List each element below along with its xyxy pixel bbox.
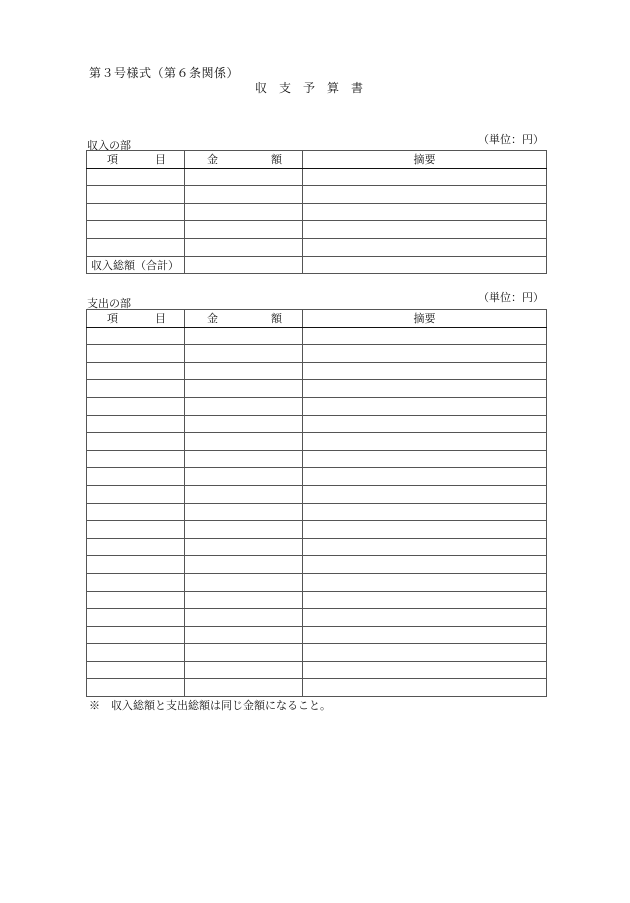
expenditure-item-cell[interactable] xyxy=(87,661,185,679)
expenditure-amount-cell[interactable] xyxy=(185,609,303,627)
income-total-label: 収入総額（合計） xyxy=(87,256,185,274)
expenditure-row xyxy=(87,503,547,521)
expenditure-item-cell[interactable] xyxy=(87,609,185,627)
income-row xyxy=(87,203,547,221)
expenditure-row xyxy=(87,327,547,345)
expenditure-summary-cell[interactable] xyxy=(303,644,547,662)
expenditure-summary-cell[interactable] xyxy=(303,538,547,556)
expenditure-item-cell[interactable] xyxy=(87,644,185,662)
expenditure-table xyxy=(86,309,547,697)
expenditure-row xyxy=(87,345,547,363)
income-summary-cell[interactable] xyxy=(303,203,547,221)
expenditure-amount-cell[interactable] xyxy=(185,485,303,503)
income-row xyxy=(87,238,547,256)
expenditure-item-cell[interactable] xyxy=(87,626,185,644)
income-row xyxy=(87,168,547,186)
expenditure-amount-cell[interactable] xyxy=(185,450,303,468)
form-number: 第３号様式（第６条関係） xyxy=(89,66,240,80)
income-total-amount[interactable] xyxy=(185,256,303,274)
income-header-item: 項 目 xyxy=(87,151,185,169)
income-row xyxy=(87,221,547,239)
expenditure-row xyxy=(87,573,547,591)
document-title: 収 支 予 算 書 xyxy=(255,81,364,95)
expenditure-amount-cell[interactable] xyxy=(185,345,303,363)
expenditure-item-cell[interactable] xyxy=(87,380,185,398)
expenditure-amount-cell[interactable] xyxy=(185,538,303,556)
expenditure-summary-cell[interactable] xyxy=(303,468,547,486)
note-text: ※ 収入総額と支出総額は同じ金額になること。 xyxy=(89,699,331,712)
expenditure-amount-cell[interactable] xyxy=(185,591,303,609)
expenditure-item-cell[interactable] xyxy=(87,485,185,503)
expenditure-summary-cell[interactable] xyxy=(303,521,547,539)
expenditure-amount-cell[interactable] xyxy=(185,380,303,398)
income-item-cell[interactable] xyxy=(87,168,185,186)
expenditure-header-item: 項 目 xyxy=(87,310,185,328)
expenditure-row xyxy=(87,538,547,556)
expenditure-row xyxy=(87,679,547,697)
expenditure-item-cell[interactable] xyxy=(87,397,185,415)
income-unit-label: （単位：円） xyxy=(478,133,544,146)
expenditure-summary-cell[interactable] xyxy=(303,661,547,679)
expenditure-amount-cell[interactable] xyxy=(185,679,303,697)
expenditure-item-cell[interactable] xyxy=(87,327,185,345)
expenditure-row xyxy=(87,521,547,539)
expenditure-item-cell[interactable] xyxy=(87,415,185,433)
expenditure-summary-cell[interactable] xyxy=(303,485,547,503)
expenditure-row xyxy=(87,485,547,503)
expenditure-amount-cell[interactable] xyxy=(185,433,303,451)
income-header-amount: 金 額 xyxy=(185,151,303,169)
income-summary-cell[interactable] xyxy=(303,186,547,204)
expenditure-item-cell[interactable] xyxy=(87,345,185,363)
expenditure-summary-cell[interactable] xyxy=(303,556,547,574)
expenditure-row xyxy=(87,626,547,644)
expenditure-item-cell[interactable] xyxy=(87,468,185,486)
expenditure-amount-cell[interactable] xyxy=(185,397,303,415)
expenditure-amount-cell[interactable] xyxy=(185,626,303,644)
income-summary-cell[interactable] xyxy=(303,238,547,256)
expenditure-item-cell[interactable] xyxy=(87,573,185,591)
income-total-row xyxy=(87,256,547,274)
income-item-cell[interactable] xyxy=(87,203,185,221)
expenditure-summary-cell[interactable] xyxy=(303,415,547,433)
expenditure-header-amount: 金 額 xyxy=(185,310,303,328)
expenditure-row xyxy=(87,556,547,574)
expenditure-amount-cell[interactable] xyxy=(185,468,303,486)
expenditure-row xyxy=(87,609,547,627)
expenditure-summary-cell[interactable] xyxy=(303,380,547,398)
income-amount-cell[interactable] xyxy=(185,203,303,221)
expenditure-row xyxy=(87,433,547,451)
expenditure-item-cell[interactable] xyxy=(87,538,185,556)
income-row xyxy=(87,186,547,204)
expenditure-row xyxy=(87,644,547,662)
expenditure-row xyxy=(87,591,547,609)
expenditure-amount-cell[interactable] xyxy=(185,661,303,679)
expenditure-header-row xyxy=(87,310,547,328)
income-amount-cell[interactable] xyxy=(185,186,303,204)
expenditure-summary-cell[interactable] xyxy=(303,626,547,644)
expenditure-row xyxy=(87,380,547,398)
expenditure-row xyxy=(87,397,547,415)
expenditure-amount-cell[interactable] xyxy=(185,644,303,662)
income-amount-cell[interactable] xyxy=(185,221,303,239)
income-total-summary[interactable] xyxy=(303,256,547,274)
expenditure-item-cell[interactable] xyxy=(87,433,185,451)
income-header-summary: 摘要 xyxy=(303,151,547,169)
expenditure-summary-cell[interactable] xyxy=(303,450,547,468)
expenditure-amount-cell[interactable] xyxy=(185,503,303,521)
expenditure-amount-cell[interactable] xyxy=(185,521,303,539)
expenditure-summary-cell[interactable] xyxy=(303,503,547,521)
expenditure-unit-label: （単位：円） xyxy=(478,291,544,304)
expenditure-amount-cell[interactable] xyxy=(185,415,303,433)
income-amount-cell[interactable] xyxy=(185,238,303,256)
expenditure-item-cell[interactable] xyxy=(87,679,185,697)
expenditure-row xyxy=(87,661,547,679)
expenditure-amount-cell[interactable] xyxy=(185,556,303,574)
expenditure-summary-cell[interactable] xyxy=(303,397,547,415)
expenditure-item-cell[interactable] xyxy=(87,503,185,521)
expenditure-item-cell[interactable] xyxy=(87,521,185,539)
expenditure-summary-cell[interactable] xyxy=(303,362,547,380)
income-header-row xyxy=(87,151,547,169)
income-item-cell[interactable] xyxy=(87,238,185,256)
income-amount-cell[interactable] xyxy=(185,168,303,186)
expenditure-item-cell[interactable] xyxy=(87,450,185,468)
expenditure-amount-cell[interactable] xyxy=(185,362,303,380)
income-item-cell[interactable] xyxy=(87,221,185,239)
expenditure-amount-cell[interactable] xyxy=(185,327,303,345)
income-section-label: 収入の部 xyxy=(87,139,131,152)
income-table xyxy=(86,150,547,274)
income-summary-cell[interactable] xyxy=(303,168,547,186)
expenditure-section-label: 支出の部 xyxy=(87,297,131,310)
expenditure-item-cell[interactable] xyxy=(87,556,185,574)
expenditure-summary-cell[interactable] xyxy=(303,345,547,363)
expenditure-row xyxy=(87,468,547,486)
expenditure-summary-cell[interactable] xyxy=(303,609,547,627)
expenditure-row xyxy=(87,415,547,433)
expenditure-summary-cell[interactable] xyxy=(303,327,547,345)
income-item-cell[interactable] xyxy=(87,186,185,204)
income-summary-cell[interactable] xyxy=(303,221,547,239)
expenditure-item-cell[interactable] xyxy=(87,362,185,380)
expenditure-row xyxy=(87,450,547,468)
expenditure-summary-cell[interactable] xyxy=(303,433,547,451)
expenditure-summary-cell[interactable] xyxy=(303,591,547,609)
expenditure-summary-cell[interactable] xyxy=(303,679,547,697)
expenditure-row xyxy=(87,362,547,380)
expenditure-item-cell[interactable] xyxy=(87,591,185,609)
expenditure-header-summary: 摘要 xyxy=(303,310,547,328)
expenditure-amount-cell[interactable] xyxy=(185,573,303,591)
expenditure-summary-cell[interactable] xyxy=(303,573,547,591)
